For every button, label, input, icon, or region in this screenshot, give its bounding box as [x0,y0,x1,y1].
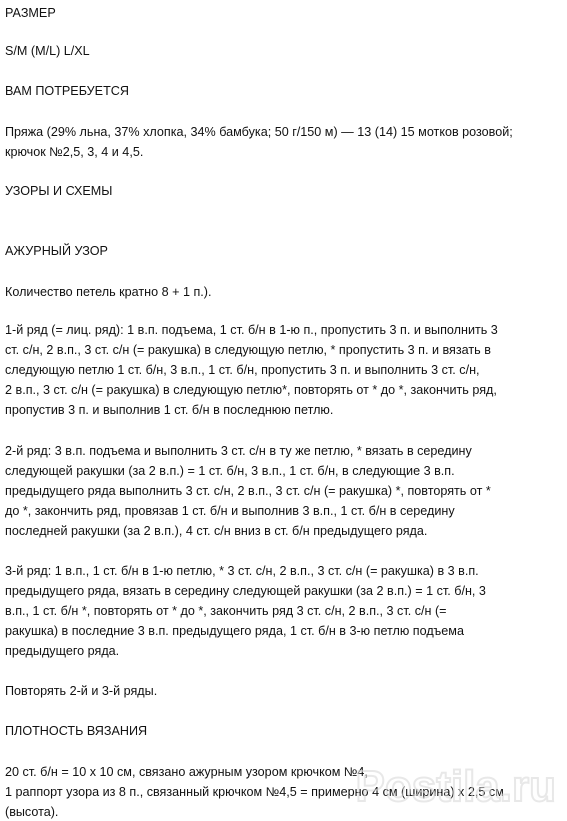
row1-line-2: ст. с/н, 2 в.п., 3 ст. с/н (= ракушка) в следующую петлю, * пропустить 3 п. и вязать в [5,343,491,357]
repeat-note: Повторять 2-й и 3-й ряды. [5,684,158,698]
row3-line-2: предыдущего ряда, вязать в середину следующей ракушки (за 2 в.п.) = 1 ст. б/н, 3 [5,584,486,598]
yarn-line-1: Пряжа (29% льна, 37% хлопка, 34% бамбука; 50 г/150 м) — 13 (14) 15 мотков розовой; [5,125,513,139]
stitch-count-text: Количество петель кратно 8 + 1 п.). [5,285,212,299]
watermark-text: Postila.ru [355,762,556,811]
row3-line-1: 3-й ряд: 1 в.п., 1 ст. б/н в 1-ю петлю, * 3 ст. с/н, 2 в.п., 3 ст. с/н (= ракушка) в 3 в.п. [5,564,479,578]
sizes-text: S/M (M/L) L/XL [5,44,90,58]
size-heading: РАЗМЕР [5,6,56,20]
row3-line-4: ракушка) в последние 3 в.п. предыдущего ряда, 1 ст. б/н в 3-ю петлю подъема [5,624,464,638]
gauge-heading: ПЛОТНОСТЬ ВЯЗАНИЯ [5,724,148,738]
gauge-line-3: (высота). [5,805,59,819]
row2-line-5: последней ракушки (за 2 в.п.), 4 ст. с/н вниз в ст. б/н предыдущего ряда. [5,524,428,538]
row1-line-1: 1-й ряд (= лиц. ряд): 1 в.п. подъема, 1 ст. б/н в 1-ю п., пропустить 3 п. и выполнить 3 [5,323,498,337]
row2-line-3: предыдущего ряда выполнить 3 ст. с/н, 2 в.п., 3 ст. с/н (= ракушка) *, повторять от * [5,484,491,498]
openwork-heading: АЖУРНЫЙ УЗОР [5,244,108,258]
postila-watermark [351,737,561,817]
yarn-line-2: крючок №2,5, 3, 4 и 4,5. [5,145,144,159]
needs-heading: ВАМ ПОТРЕБУЕТСЯ [5,84,129,98]
row2-line-4: до *, закончить ряд, провязав 1 ст. б/н и выполнив 3 в.п., 1 ст. б/н в середину [5,504,455,518]
row2-line-1: 2-й ряд: 3 в.п. подъема и выполнить 3 ст. с/н в ту же петлю, * вязать в середину [5,444,472,458]
row3-line-5: предыдущего ряда. [5,644,120,658]
gauge-line-1: 20 ст. б/н = 10 х 10 см, связано ажурным узором крючком №4, [5,765,368,779]
watermark-logo-icon [351,737,561,817]
row1-line-3: следующую петлю 1 ст. б/н, 3 в.п., 1 ст. б/н, пропустить 3 п. и выполнить 3 ст. с/н, [5,363,480,377]
gauge-line-2: 1 раппорт узора из 8 п., связанный крючком №4,5 = примерно 4 см (ширина) х 2,5 см [5,785,504,799]
patterns-heading: УЗОРЫ И СХЕМЫ [5,184,113,198]
row1-line-5: пропустив 3 п. и выполнив 1 ст. б/н в последнюю петлю. [5,403,334,417]
row1-line-4: 2 в.п., 3 ст. с/н (= ракушка) в следующую петлю*, повторять от * до *, закончить ряд, [5,383,497,397]
row3-line-3: в.п., 1 ст. б/н *, повторять от * до *, закончить ряд 3 ст. с/н, 2 в.п., 3 ст. с/н (= [5,604,447,618]
row2-line-2: следующей ракушки (за 2 в.п.) = 1 ст. б/н, 3 в.п., 1 ст. б/н, в следующие 3 в.п. [5,464,455,478]
